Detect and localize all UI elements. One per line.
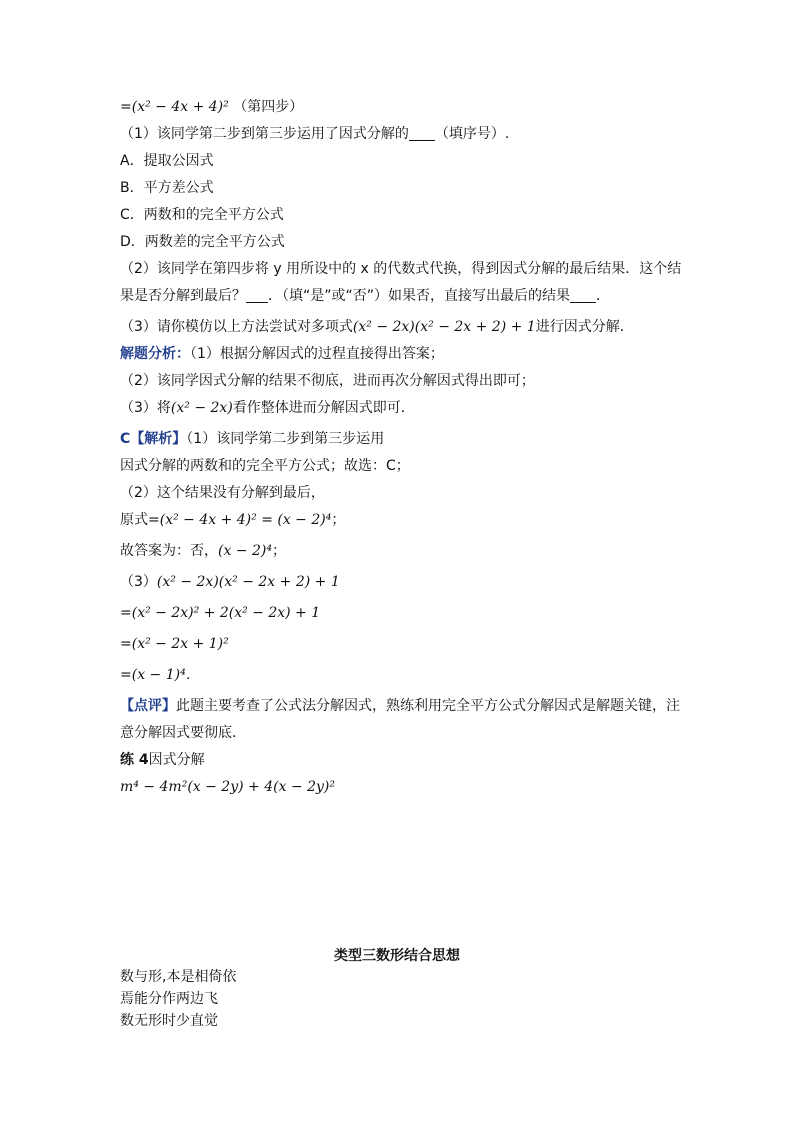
question-2-suffix: ．: [596, 288, 611, 304]
solution-expression: =(x² − 4x + 4)² = (x − 2)⁴: [148, 512, 332, 528]
exercise-heading: [120, 747, 700, 774]
solution-text: （3）: [120, 574, 157, 590]
option-c: C．两数和的完全平方公式: [120, 207, 284, 223]
analysis-line-1: [120, 341, 700, 368]
solution-line-2: 因式分解的两数和的完全平方公式；故选：C；: [120, 458, 410, 474]
poem-line: 焉能分作两边飞: [120, 991, 218, 1007]
solution-label: C【解析】: [120, 431, 187, 447]
question-2-line-2: [120, 283, 700, 310]
solution-line-9: =(x − 1)⁴．: [120, 667, 200, 683]
comment-line-2: 意分解因式要彻底．: [120, 725, 246, 741]
answer-blank: [246, 286, 268, 303]
solution-text: 故答案为：否，: [120, 543, 218, 559]
step4-line: [120, 94, 700, 121]
exercise-text: 因式分解: [148, 752, 205, 768]
question-1-text: （1）该同学第二步到第三步运用了因式分解的: [120, 126, 409, 142]
solution-line-1: [120, 426, 700, 453]
comment-label: 【点评】: [120, 698, 176, 714]
section-title: 类型三数形结合思想: [334, 948, 460, 964]
analysis-line-3: [120, 395, 700, 422]
question-1: [120, 121, 700, 148]
solution-expression: (x − 2)⁴: [218, 543, 272, 559]
step4-note: （第四步）: [233, 99, 304, 115]
content-block: [120, 94, 700, 801]
question-2-line-1: （2）该同学在第四步将 y 用所设中的 x 的代数式代换，得到因式分解的最后结果．这个结: [120, 261, 682, 277]
answer-blank: [409, 124, 435, 141]
question-3-text: （3）请你模仿以上方法尝试对多项式: [120, 319, 353, 335]
exercise-expression: m⁴ − 4m²(x − 2y) + 4(x − 2y)²: [120, 779, 335, 795]
option-b: B．平方差公式: [120, 180, 214, 196]
comment-text: 此题主要考查了公式法分解因式，熟练利用完全平方公式分解因式是解题关键，注: [176, 698, 680, 714]
comment-line-1: [120, 693, 700, 720]
question-2-text: 果是否分解到最后？: [120, 288, 246, 304]
solution-line-7: =(x² − 2x)² + 2(x² − 2x) + 1: [120, 605, 321, 621]
step4-expression: =(x² − 4x + 4)²: [120, 99, 229, 115]
question-2-text-2: ．（填“是”或“否”）如果否，直接写出最后的结果: [268, 288, 571, 304]
option-d: D．两数差的完全平方公式: [120, 234, 285, 250]
solution-text: 原式: [120, 512, 148, 528]
question-1-suffix: （填序号）.: [434, 126, 510, 142]
analysis-expression: (x² − 2x): [170, 400, 233, 416]
answer-blank: [570, 286, 596, 303]
solution-text: ；: [271, 543, 286, 559]
question-3: [120, 314, 700, 341]
solution-line-4: [120, 507, 700, 534]
poem: [120, 966, 236, 1032]
solution-line-3: （2）这个结果没有分解到最后，: [120, 485, 325, 501]
exercise-label: 练 4: [120, 752, 149, 768]
analysis-label: 解题分析：: [120, 346, 190, 362]
analysis-line-2: （2）该同学因式分解的结果不彻底，进而再次分解因式得出即可；: [120, 373, 535, 389]
question-3-suffix: 进行因式分解．: [535, 319, 634, 335]
solution-line-8: =(x² − 2x + 1)²: [120, 636, 229, 652]
question-3-expression: (x² − 2x)(x² − 2x + 2) + 1: [352, 319, 536, 335]
poem-line: 数无形时少直觉: [120, 1013, 218, 1029]
analysis-text: （1）根据分解因式的过程直接得出答案；: [190, 346, 444, 362]
solution-expression: (x² − 2x)(x² − 2x + 2) + 1: [156, 574, 340, 590]
solution-line-6: [120, 569, 700, 596]
solution-line-5: [120, 538, 700, 565]
solution-text: ；: [331, 512, 346, 528]
poem-line: 数与形,本是相倚依: [120, 969, 237, 985]
analysis-text: 看作整体进而分解因式即可．: [232, 400, 415, 416]
analysis-text: （3）将: [120, 400, 171, 416]
option-a: A．提取公因式: [120, 153, 214, 169]
solution-text: （1）该同学第二步到第三步运用: [186, 431, 385, 447]
